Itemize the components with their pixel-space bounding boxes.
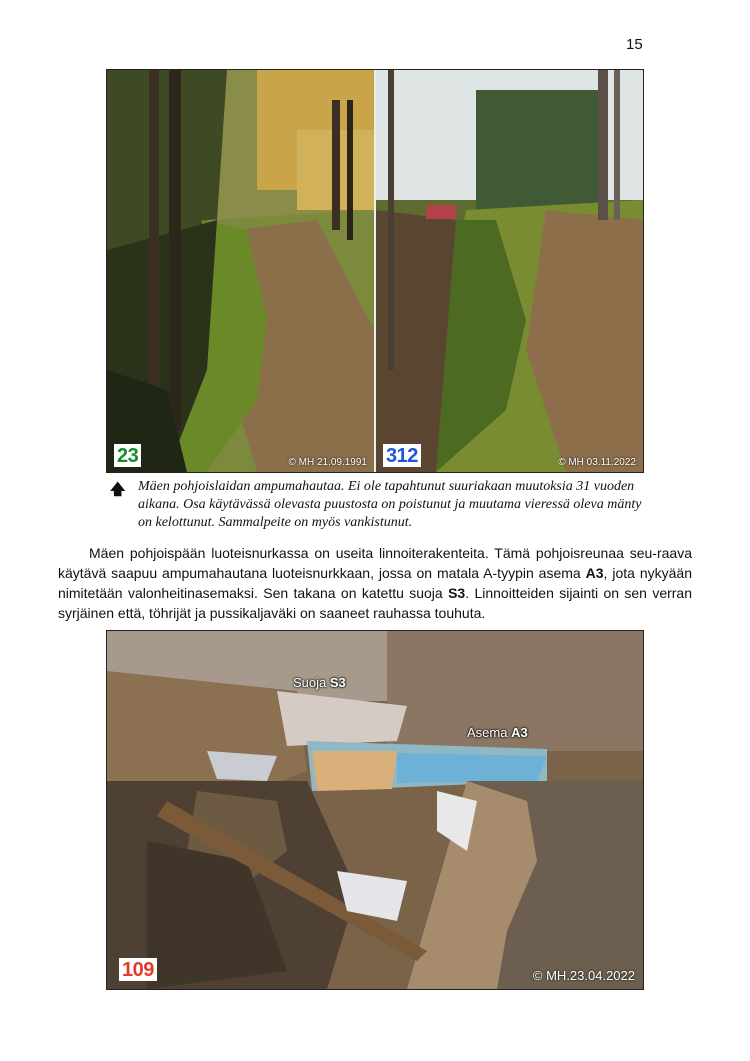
photo-trench-2022 — [376, 70, 643, 472]
photo-caption — [106, 478, 642, 532]
photo-number-left: 23 — [114, 444, 141, 467]
photo-number-bottom: 109 — [119, 958, 157, 981]
photo-trench-2022-image — [376, 70, 643, 472]
page-number: 15 — [626, 36, 643, 53]
label-a3-bold: A3 — [511, 725, 528, 740]
photo-trench-1991-image — [107, 70, 374, 472]
photo-credit-right: © MH 03.11.2022 — [558, 457, 636, 468]
paragraph-bold-a3: A3 — [585, 565, 604, 581]
label-a3-text: Asema — [467, 725, 512, 740]
paragraph-part-2: , jota nykyään nimitetään valonheitinasemaksi. Sen takana on katettu suoja — [58, 565, 693, 601]
photo-number-right: 312 — [383, 444, 421, 467]
photo-pair-trench — [106, 69, 644, 473]
paragraph-bold-s3: S3 — [448, 585, 466, 601]
label-asema-a3 — [467, 725, 528, 740]
photo-credit-bottom: © MH.23.04.2022 — [532, 968, 635, 983]
photo-station-a3 — [106, 630, 644, 990]
photo-trench-1991 — [107, 70, 374, 472]
up-arrow-icon: 🡅 — [110, 481, 126, 498]
photo-credit-left: © MH 21.09.1991 — [288, 457, 367, 468]
caption-text: Mäen pohjoislaidan ampumahautaa. Ei ole tapahtunut suuriakaan muutoksia 31 vuoden aikana. Osa käytävässä olevasta puustosta on poistunut ja muutama vieressä oleva mänty on kelottunut. Sammalpeite on myös vankistunut. — [138, 479, 642, 530]
body-paragraph — [58, 543, 692, 623]
paragraph-part-1: Mäen pohjoispään luoteisnurkassa on useita linnoiterakenteita. Tämä pohjoisreunaa seu-raava käytävä saapuu ampumahautana luoteisnurkkaan, jossa on matala A-tyypin asema — [58, 545, 692, 581]
paragraph-part-3: . Linnoitteiden sijainti on sen verran syrjäinen että, töhrijät ja pussikaljaväki on saaneet rauhassa touhuta. — [58, 585, 693, 621]
label-suoja-s3 — [293, 675, 346, 690]
label-s3-bold: S3 — [329, 675, 346, 690]
photo-station-a3-image — [107, 631, 643, 989]
label-s3-text: Suoja — [293, 675, 330, 690]
